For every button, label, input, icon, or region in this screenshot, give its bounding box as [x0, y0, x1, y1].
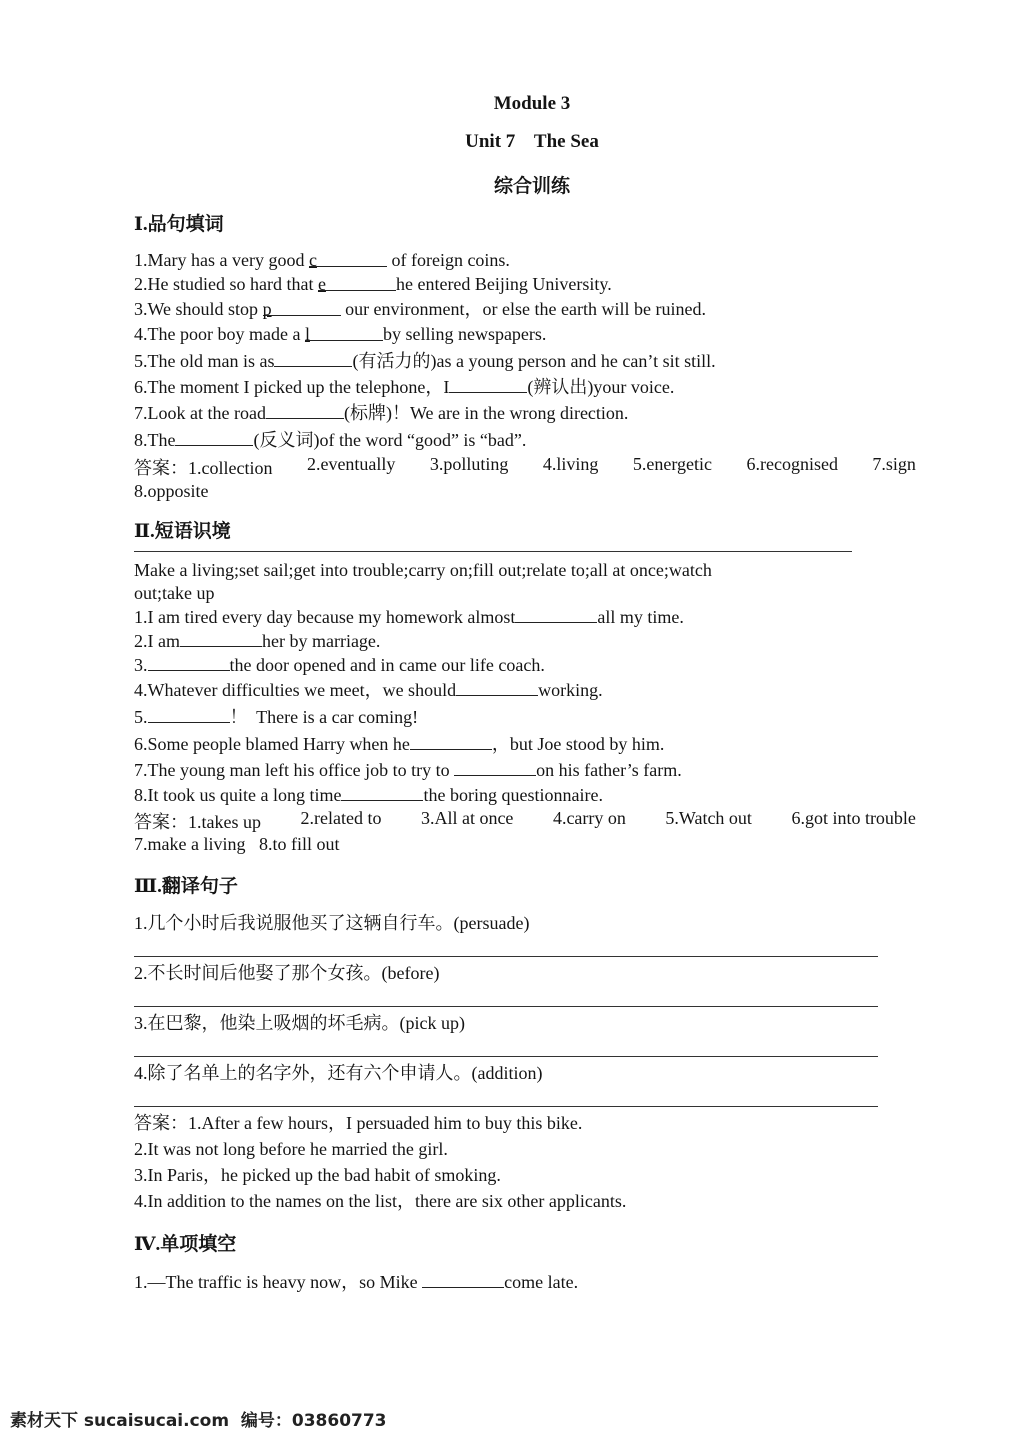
- unit-title: Unit 7 The Sea: [465, 131, 599, 152]
- answer-blank[interactable]: e: [318, 272, 396, 291]
- s3-answer-2: 2.It was not long before he married the girl.: [134, 1139, 448, 1159]
- answer-blank[interactable]: [515, 604, 597, 623]
- phrase-bank-line-2: out;take up: [134, 583, 215, 603]
- answer-blank[interactable]: p: [263, 297, 341, 316]
- answer-blank[interactable]: [148, 704, 230, 723]
- s2-question-3: 3. the door opened and in came our life coach.: [134, 652, 545, 677]
- s1-answer-key-cont: 8.opposite: [134, 481, 209, 501]
- answer-blank[interactable]: [410, 731, 492, 750]
- answer-blank[interactable]: [148, 652, 230, 671]
- s1-question-7: 7.Look at the road (标牌)！We are in the wrong direction.: [134, 400, 628, 425]
- answer-blank[interactable]: [449, 374, 527, 393]
- answer-blank[interactable]: [454, 757, 536, 776]
- s1-question-3: 3.We should stop p our environment，or else the earth will be ruined.: [134, 299, 706, 319]
- s2-answer-key-cont: 7.make a living 8.to fill out: [134, 834, 340, 854]
- answer-blank[interactable]: [175, 427, 253, 446]
- s2-question-2: 2.I am her by marriage.: [134, 628, 380, 653]
- s2-question-6: 6.Some people blamed Harry when he ，but Joe stood by him.: [134, 731, 664, 756]
- s1-answer-key: 答案：1.collection 2.eventually 3.polluting 4.living 5.energetic 6.recognised 7.sign: [134, 454, 916, 478]
- phrase-box-divider: [134, 551, 852, 552]
- s2-question-7: 7.The young man left his office job to try to on his father’s farm.: [134, 757, 682, 782]
- watermark: 素材天下 sucaisucai.com 编号：03860773: [10, 1411, 387, 1431]
- s1-question-5: 5.The old man is as (有活力的)as a young person and he can’t sit still.: [134, 348, 716, 373]
- s3-question-3: 3.在巴黎，他染上吸烟的坏毛病。(pick up): [134, 1013, 465, 1033]
- module-title: Module 3: [493, 93, 571, 114]
- worksheet-subtitle: 综合训练: [493, 176, 570, 197]
- s1-question-2: 2.He studied so hard that e he entered Beijing University.: [134, 274, 612, 294]
- section-1-heading: Ⅰ.品句填词: [134, 214, 224, 235]
- s2-answer-key: 答案：1.takes up 2.related to 3.All at once 4.carry on 5.Watch out 6.got into trouble: [134, 808, 916, 832]
- answer-line[interactable]: [134, 1006, 878, 1007]
- s2-question-8: 8.It took us quite a long time the boring questionnaire.: [134, 782, 603, 807]
- answer-blank[interactable]: [180, 628, 262, 647]
- s2-question-1: 1.I am tired every day because my homework almost all my time.: [134, 604, 684, 629]
- answer-line[interactable]: [134, 1056, 878, 1057]
- phrase-bank-line-1: Make a living;set sail;get into trouble;carry on;fill out;relate to;all at once;watch: [134, 560, 712, 580]
- answer-blank[interactable]: [456, 677, 538, 696]
- s3-answer-3: 3.In Paris，he picked up the bad habit of smoking.: [134, 1165, 501, 1185]
- answer-blank[interactable]: [274, 348, 352, 367]
- s1-question-8: 8.The (反义词)of the word “good” is “bad”.: [134, 427, 526, 452]
- s1-question-1: 1.Mary has a very good c of foreign coins.: [134, 250, 510, 270]
- s3-answer-4: 4.In addition to the names on the list，there are six other applicants.: [134, 1191, 627, 1211]
- s1-question-4: 4.The poor boy made a l by selling newspapers.: [134, 324, 547, 344]
- s3-question-1: 1.几个小时后我说服他买了这辆自行车。(persuade): [134, 913, 530, 933]
- answer-line[interactable]: [134, 1106, 878, 1107]
- section-4-heading: Ⅳ.单项填空: [134, 1234, 237, 1255]
- answer-blank[interactable]: [341, 782, 423, 801]
- s3-question-4: 4.除了名单上的名字外，还有六个申请人。(addition): [134, 1063, 543, 1083]
- section-2-heading: Ⅱ.短语识境: [134, 521, 231, 542]
- s4-question-1: 1.—The traffic is heavy now，so Mike come late.: [134, 1269, 578, 1294]
- answer-blank[interactable]: [422, 1269, 504, 1288]
- s1-question-6: 6.The moment I picked up the telephone，I (辨认出)your voice.: [134, 374, 674, 399]
- s3-question-2: 2.不长时间后他娶了那个女孩。(before): [134, 963, 440, 983]
- answer-line[interactable]: [134, 956, 878, 957]
- answer-blank[interactable]: c: [309, 248, 387, 267]
- answer-blank[interactable]: [266, 400, 344, 419]
- section-3-heading: Ⅲ.翻译句子: [134, 876, 238, 897]
- s2-question-5: 5. ！ There is a car coming!: [134, 704, 418, 729]
- s2-question-4: 4.Whatever difficulties we meet，we should working.: [134, 677, 603, 702]
- answer-blank[interactable]: l: [305, 322, 383, 341]
- s3-answer-1: 答案：1.After a few hours，I persuaded him to buy this bike.: [134, 1113, 583, 1133]
